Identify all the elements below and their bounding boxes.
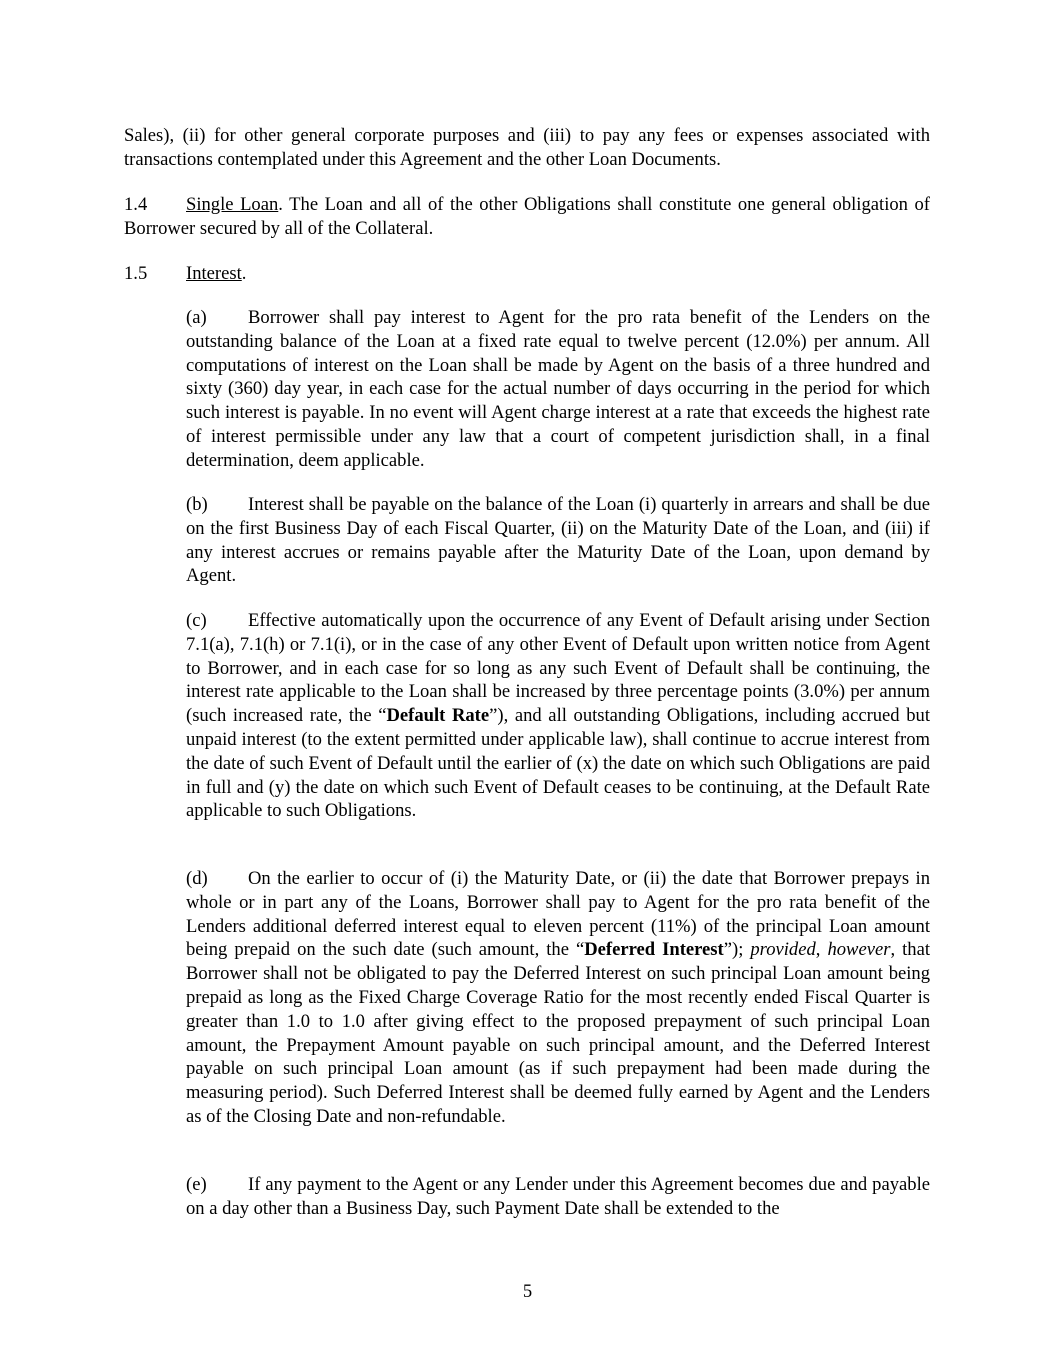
paragraph-label: (d) [186,868,208,889]
defined-term: Default Rate [386,705,490,727]
paragraph-label: (a) [186,307,207,328]
section-1-4-paragraph [124,193,930,241]
section-heading-suffix: . [241,263,247,284]
paragraph-b [186,493,930,588]
intro-text: Sales), (ii) for other general corporate purposes and (iii) to pay any fees or expenses associated with transactions contemplated under this Agreement and the other Loan Documents. [124,125,930,170]
defined-term: Deferred Interest [584,939,724,961]
section-number: 1.4 [124,194,148,215]
paragraph-d [186,867,930,1129]
page-number: 5 [522,1281,533,1302]
paragraph-text: ”); [723,939,751,961]
section-number: 1.5 [124,263,148,284]
paragraph-text: , that Borrower shall not be obligated to pay the Deferred Interest on such principal Loan amount being prepaid as long as the Fixed Charge Coverage Ratio for the most recently ended Fiscal Quarter is greater than 1.0 to 1.0 after giving effect to the proposed prepayment of such principal Loan amount, the Prepayment Amount payable on such principal amount, and the Deferred Interest payable on such principal Loan amount (as if such prepayment had been made during the measuring period). Such Deferred Interest shall be deemed fully earned by Agent and the Lenders as of the Closing Date and non-refundable. [186,939,930,1127]
italic-term: however [827,939,891,961]
paragraph-label: (b) [186,494,208,515]
intro-paragraph [124,124,930,172]
section-1-5-heading [124,262,930,286]
paragraph-e [186,1173,930,1221]
paragraph-text: If any payment to the Agent or any Lender under this Agreement becomes due and payable on a day other than a Business Day, such Payment Date shall be extended to the [186,1174,930,1219]
paragraph-text: Interest shall be payable on the balance of the Loan (i) quarterly in arrears and shall be due on the first Business Day of each Fiscal Quarter, (ii) on the Maturity Date of the Loan, and (iii) if any interest accrues or remains payable after the Maturity Date of the Loan, upon demand by Agent. [186,494,930,587]
paragraph-label: (c) [186,610,207,631]
paragraph-text: ”), and all outstanding Obligations, including accrued but unpaid interest (to the extent permitted under applicable law), shall continue to accrue interest from the date of such Event of Default until the earlier of (x) the date on which such Obligations are paid in full and (y) the date on which such Event of Default ceases to be continuing, at the Default Rate applicable to such Obligations. [186,705,930,822]
paragraph-text: Effective automatically upon the occurrence of any Event of Default arising under Section 7.1(a), 7.1(h) or 7.1(i), or in the case of any other Event of Default upon written notice from Agent to Borrower, and in each case for so long as any such Event of Default shall be continuing, the interest rate applicable to the Loan shall be increased by three percentage points (3.0%) per annum (such increased rate, the “ [186,610,930,727]
paragraph-text: Borrower shall pay interest to Agent for the pro rata benefit of the Lenders on the outstanding balance of the Loan at a fixed rate equal to twelve percent (12.0%) per annum. All computations of interest on the Loan shall be made by Agent on the basis of a three hundred and sixty (360) day year, in each case for the actual number of days occurring in the period for which such interest is payable. In no event will Agent charge interest at a rate that exceeds the highest rate of interest permissible under any law that a court of competent jurisdiction shall, in a final determination, deem applicable. [186,307,930,471]
section-heading: Interest [186,263,242,284]
section-heading: Single Loan [186,194,279,215]
paragraph-c [186,609,930,823]
paragraph-label: (e) [186,1174,207,1195]
paragraph-text: On the earlier to occur of (i) the Maturity Date, or (ii) the date that Borrower prepays in whole or in part any of the Loans, Borrower shall pay to Agent for the pro rata benefit of the Lenders additional deferred interest equal to eleven percent (11%) of the principal Loan amount being prepaid on the such date (such amount, the “ [186,868,930,961]
paragraph-text: , [815,939,828,961]
paragraph-a [186,306,930,473]
section-text: . The Loan and all of the other Obligations shall constitute one general obligation of Borrower secured by all of the Collateral. [124,194,930,239]
italic-term: provided [750,939,816,961]
